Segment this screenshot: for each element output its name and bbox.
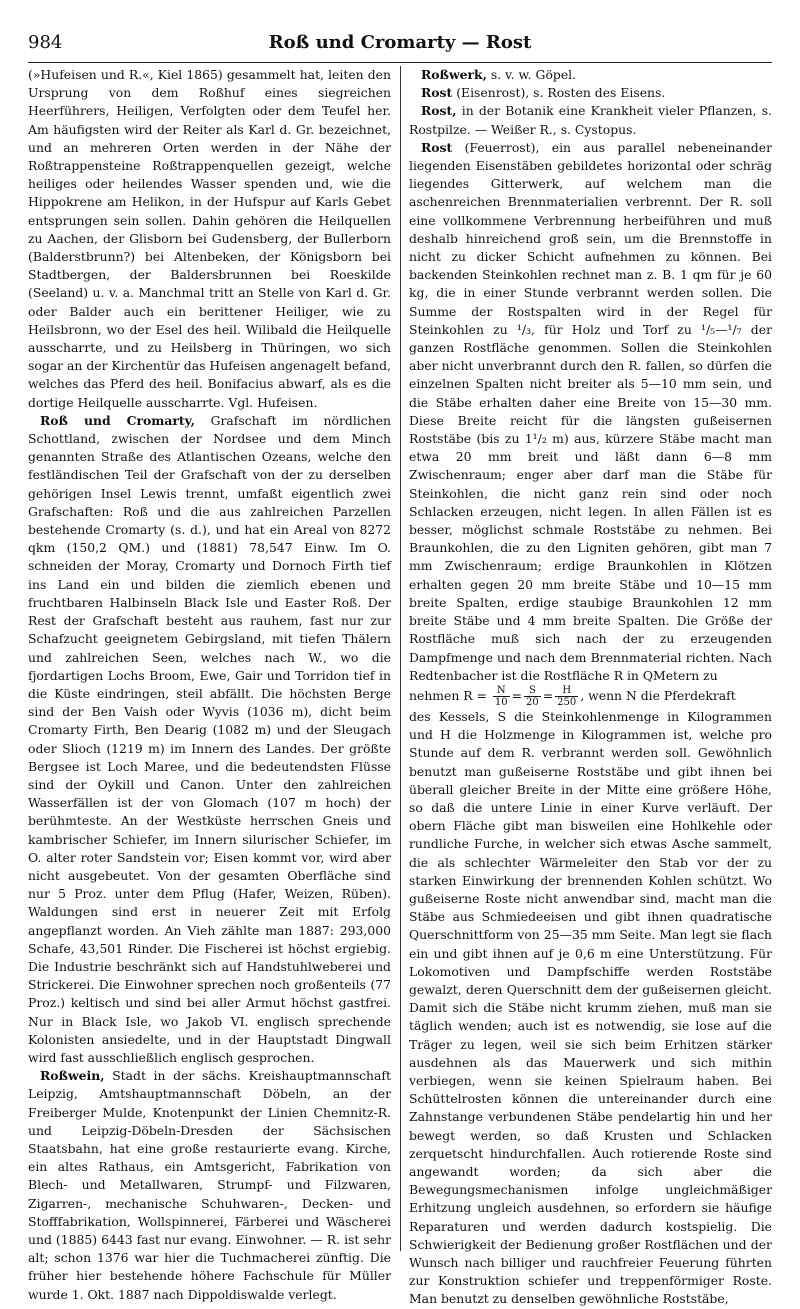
headword-rost: Rost: [421, 139, 453, 155]
fraction-h: [555, 685, 578, 708]
headword-ross-und-cromarty: Roß und Cromarty,: [40, 412, 195, 428]
right-column: [409, 66, 772, 1307]
entry-rosswein: [28, 1067, 391, 1304]
entry-rost-eisenrost: [409, 84, 772, 102]
fraction-n: [493, 685, 510, 708]
fraction-numerator: N: [493, 685, 510, 697]
entry-text: Stadt in der sächs. Kreishauptmannschaft Leipzig, Amtshauptmannschaft Döbeln, an der Freiberger Mulde, Knotenpunkt der Linien Chemnitz-R. und Leipzig-Döbeln-Dresden der Sächsischen Staatsbahn, hat eine große restaurierte evang. Kirche, ein altes Rathaus, ein Amtsgericht, Fabrikation von Blech- und Metallwaren, Strumpf- und Filzwaren, Zigarren-, mechanische Schuhwaren-, Decken- und Stofffabrikation, Wollspinnerei, Färberei und Wäscherei und (1885) 6443 fast nur evang. Einwohner. — R. ist sehr alt; schon 1376 war hier die Tuchmacherei zünftig. Die früher hier bestehende höhere Fachschule für Müller wurde 1. Okt. 1887 nach Dippoldiswalde verlegt.: [28, 1068, 391, 1302]
text-columns: [28, 66, 772, 1307]
fraction-denominator: 10: [494, 696, 508, 708]
rost-formula: [409, 685, 772, 708]
running-head: Roß und Cromarty — Rost: [268, 32, 532, 53]
headword-rosswerk: Roßwerk,: [421, 67, 487, 82]
headword-rosswein: Roßwein,: [40, 1068, 105, 1084]
fraction-numerator: S: [524, 685, 541, 697]
entry-ross-und-cromarty: [28, 412, 391, 1067]
fraction-s: [524, 685, 541, 708]
entry-text: s. v. w. Göpel.: [486, 67, 577, 82]
entry-text: (Feuerrost), ein aus parallel nebeneinander liegenden Eisenstäben gebildetes horizontal oder schräg liegendes Gitterwerk, auf welchem man die aschenreichen Brennmaterialien verbrennt. Der R. soll eine vollkommene Verbrennung herbeiführen und muß deshalb hinreichend groß sein, um die Brennstoffe in nicht zu dicker Schicht aufnehmen zu können. Bei backenden Steinkohlen rechnet man z. B. 1 qm für je 60 kg, die in einer Stunde verbrannt werden sollen. Die Summe der Rostspalten wird in der Regel für Steinkohlen zu ¹/₃, für Holz und Torf zu ¹/₅—¹/₇ der ganzen Rostfläche genommen. Sollen die Steinkohlen aber nicht unverbrannt durch den R. fallen, so dürfen die einzelnen Spalten nicht breiter als 5—10 mm sein, und die Stäbe erhalten daher eine Breite von 15—30 mm. Diese Breite reicht für die längsten gußeisernen Roststäbe (bis zu 1¹/₂ m) aus, kürzere Stäbe macht man etwa 20 mm breit und läßt dann 6—8 mm Zwischenraum; enger aber darf man die Stäbe für Steinkohlen, die nicht ganz rein sind oder noch Schlacken erzeugen, nicht legen. In allen Fällen ist es besser, möglichst schmale Roststäbe zu nehmen. Bei Braunkohlen, die zu den Ligniten gehören, gibt man 7 mm Zwischenraum; erdige Braunkohlen in Klötzen erhalten gegen 20 mm breite Stäbe und 10—15 mm breite Spalten, erdige staubige Braunkohlen 12 mm breite Stäbe und 4 mm breite Spalten. Die Größe der Rostfläche muß sich nach der zu erzeugenden Dampfmenge und nach dem Brennmaterial richten. Nach Redtenbacher ist die Rostfläche R in QMetern zu: [409, 139, 772, 683]
entry-rost-feuerrost: [409, 139, 772, 685]
page-header: [28, 28, 772, 63]
fraction-denominator: 20: [526, 696, 539, 708]
column-divider: [400, 66, 401, 1251]
equals-sign: =: [511, 687, 523, 703]
entry-rosstrappe-continued: (»Hufeisen und R.«, Kiel 1865) gesammelt hat, leiten den Ursprung von dem Roßhuf eines siegreichen Heerführers, Heiligen, Verfolgten oder dem Teufel her. Am häufigsten wird der Reiter als Karl d. Gr. bezeichnet, und an mehreren Orten werden in der Nähe der Roßtrappensteine Roßtrappenquellen gezeigt, welche heiliges oder heilendes Wasser spenden und, wie die Hippokrene am Helikon, in der Hufspur auf Karls Gebet entsprungen sein sollen. Dahin gehören die Heilquellen zu Aachen, der Glisborn bei Gudensberg, der Bullerborn (Balderstbrunn?) bei Altenbeken, der Königsborn bei Stadtbergen, der Baldersbrunnen bei Roeskilde (Seeland) u. v. a. Manchmal tritt an Stelle von Karl d. Gr. oder Balder auch ein berittener Heiliger, wie zu Heilsbronn, wo der Esel des heil. Wilibald die Heilquelle ausscharrte, und zu Heilsberg in Thüringen, wo sich sogar an der Kirchentür das Hufeisen angenagelt befand, welches das Pferd des heil. Bonifacius abwarf, als es die dortige Heilquelle ausscharrte. Vgl. Hufeisen.: [28, 67, 391, 410]
fraction-denominator: 250: [557, 696, 577, 708]
entry-text: in der Botanik eine Krankheit vieler Pflanzen, s. Rostpilze. — Weißer R., s. Cystopus.: [409, 103, 772, 137]
left-column: [28, 66, 392, 1302]
entry-text: (Eisenrost), s. Rosten des Eisens.: [452, 85, 666, 101]
page-number: 984: [28, 32, 63, 53]
headword-rost: Rost: [421, 85, 453, 101]
formula-lead: nehmen R =: [409, 687, 487, 703]
fraction-numerator: H: [555, 685, 578, 697]
headword-rost: Rost,: [421, 103, 457, 119]
entry-rost-feuerrost-continued: des Kessels, S die Steinkohlenmenge in Kilogrammen und H die Holzmenge in Kilogrammen ist, welche pro Stunde auf dem R. verbrannt werden soll. Gewöhnlich benutzt man gußeiserne Roststäbe und gibt ihnen bei überall gleicher Breite in der Mitte eine größere Höhe, so daß die untere Linie in einer Kurve verläuft. Der obern Fläche gibt man bisweilen eine Hohlkehle oder rundliche Furche, in welcher sich etwas Asche sammelt, die als schlechter Wärmeleiter den Stab vor der zu starken Einwirkung der brennenden Kohlen schützt. Wo gußeiserne Roste nicht anwendbar sind, macht man die Stäbe aus Schmiedeeisen und gibt ihnen quadratische Querschnittform von 25—35 mm Seite. Man legt sie flach ein und gibt ihnen auf je 0,6 m eine Unterstützung. Für Lokomotiven und Dampfschiffe werden Roststäbe gewalzt, deren Querschnitt dem der gußeisernen gleicht. Damit sich die Stäbe nicht krumm ziehen, muß man sie täglich wenden; auch ist es notwendig, sie lose auf die Träger zu legen, weil sie sich beim Erhitzen stärker ausdehnen als das Mauerwerk und sich mithin verbiegen, wenn sie keinen Spielraum haben. Bei Schüttelrosten können die untereinander durch eine Zahnstange verbundenen Stäbe pendelartig hin und her bewegt werden, so daß Krusten und Schlacken zerquetscht hindurchfallen. Auch rotierende Roste sind angewandt worden; da sich aber die Bewegungsmechanismen infolge ungleichmäßiger Erhitzung ungleich ausdehnen, so erfordern sie häufige Reparaturen und werden dadurch kostspielig. Die Schwierigkeit der Bedienung großer Rostflächen und der Wunsch nach billiger und rauchfreier Feuerung führten zur Konstruktion schiefer und treppenförmiger Roste. Man benutzt zu denselben gewöhnliche Roststäbe,: [409, 708, 772, 1307]
formula-tail: , wenn N die Pferdekraft: [580, 687, 736, 703]
entry-rosswerk: [409, 66, 772, 84]
entry-rost-botanik: [409, 102, 772, 138]
entry-text: Grafschaft im nördlichen Schottland, zwischen der Nordsee und dem Minch genannten Straße des Atlantischen Ozeans, welche den festländischen Teil der Grafschaft von der zu derselben gehörigen Insel Lewis trennt, umfaßt eigentlich zwei Grafschaften: Roß und die aus zahlreichen Parzellen bestehende Cromarty (s. d.), und hat ein Areal von 8272 qkm (150,2 QM.) und (1881) 78,547 Einw. Im O. schneiden der Moray, Cromarty und Dornoch Firth tief ins Land ein und bilden die ziemlich ebenen und fruchtbaren Halbinseln Black Isle und Easter Roß. Der Rest der Grafschaft besteht aus rauhem, fast nur zur Schafzucht geeignetem Gebirgsland, mit tiefen Thälern und zahlreichen Seen, welches nach W., wo die fjordartigen Lochs Broom, Ewe, Gair und Torridon tief in die Küste eindringen, steil abfällt. Die höchsten Berge sind der Ben Vaish oder Wyvis (1036 m), dicht beim Cromarty Firth, Ben Dearig (1082 m) und der Sleugach oder Slioch (1219 m) im Innern des Landes. Der größte Bergsee ist Loch Maree, und die bedeutendsten Flüsse sind der Oykill und Canon. Unter den zahlreichen Wasserfällen ist der von Glomach (107 m hoch) der berühmteste. An der Westküste herrschen Gneis und kambrischer Schiefer, im Innern silurischer Schiefer, im O. alter roter Sandstein vor; Eisen kommt vor, wird aber nicht ausgebeutet. Von der gesamten Oberfläche sind nur 5 Proz. unter dem Pflug (Hafer, Weizen, Rüben). Waldungen sind erst in neuerer Zeit mit Erfolg angepflanzt worden. An Vieh zählte man 1887: 293,000 Schafe, 43,501 Rinder. Die Fischerei ist höchst ergiebig. Die Industrie beschränkt sich auf Handstuhlweberei und Strickerei. Die Einwohner sprechen noch großenteils (77 Proz.) keltisch und sind bei aller Armut höchst gastfrei. Nur in Black Isle, wo Jakob VI. englisch sprechende Kolonisten ansiedelte, und in der Hauptstadt Dingwall wird fast ausschließlich englisch gesprochen.: [28, 412, 392, 1065]
equals-sign: =: [542, 687, 554, 703]
